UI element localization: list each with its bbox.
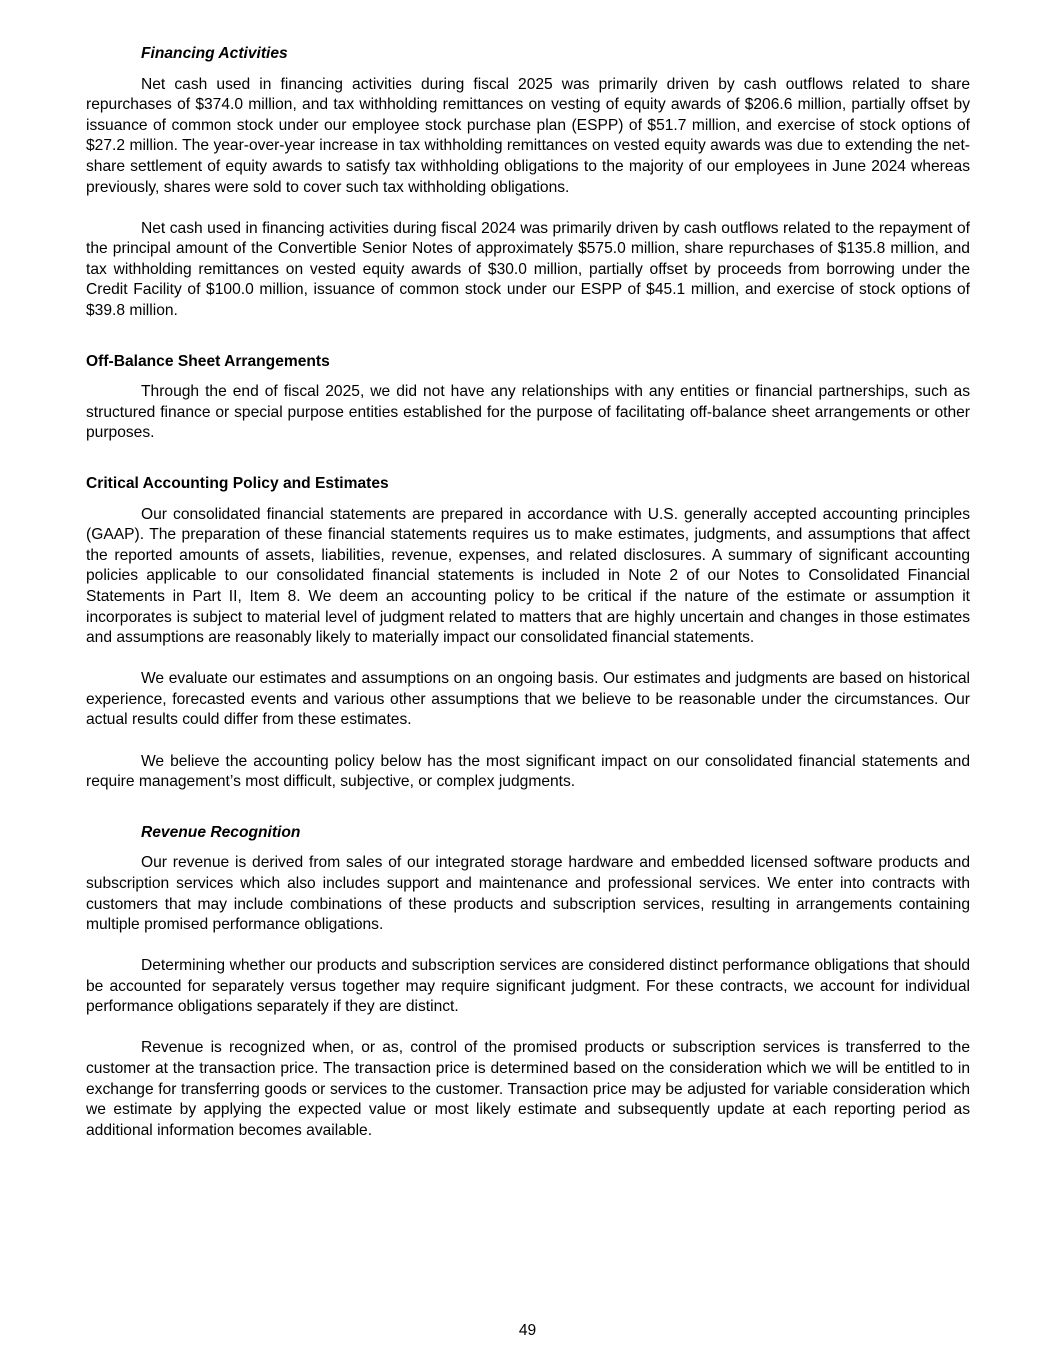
document-page bbox=[86, 44, 970, 1141]
critical-accounting-paragraph-1: Our consolidated financial statements are prepared in accordance with U.S. generally accepted accounting principles (GAAP). The preparation of these financial statements requires us to make estimates, judgments, and assumptions that affect the reported amounts of assets, liabilities, revenue, expenses, and related disclosures. A summary of significant accounting policies applicable to our consolidated financial statements is included in Note 2 of our Notes to Consolidated Financial Statements in Part II, Item 8. We deem an accounting policy to be critical if the nature of the estimate or assumption it incorporates is subject to material level of judgment related to matters that are highly uncertain and changes in those estimates and assumptions are reasonably likely to materially impact our consolidated financial statements. bbox=[86, 505, 970, 647]
critical-accounting-paragraph-2: We evaluate our estimates and assumptions on an ongoing basis. Our estimates and judgments are based on historical experience, forecasted events and various other assumptions that we believe to be reasonable under the circumstances. Our actual results could differ from these estimates. bbox=[86, 670, 970, 729]
financing-activities-heading: Financing Activities bbox=[141, 45, 288, 62]
critical-accounting-paragraph-3: We believe the accounting policy below has the most significant impact on our consolidated financial statements and require management’s most difficult, subjective, or complex judgments. bbox=[86, 752, 970, 791]
financing-paragraph-fy2025: Net cash used in financing activities during fiscal 2025 was primarily driven by cash outflows related to share repurchases of $374.0 million, and tax withholding remittances on vesting of equity awards of $206.6 million, partially offset by issuance of common stock under our employee stock purchase plan (ESPP) of $51.7 million, and exercise of stock options of $27.2 million. The year-over-year increase in tax withholding remittances on vested equity awards was due to extending the net-share settlement of equity awards to satisfy tax withholding obligations to the majority of our employees in June 2024 whereas previously, shares were sold to cover such tax withholding obligations. bbox=[86, 75, 970, 196]
revenue-paragraph-2: Determining whether our products and subscription services are considered distinct performance obligations that should be accounted for separately versus together may require significant judgment. For these contracts, we account for individual performance obligations separately if they are distinct. bbox=[86, 957, 970, 1016]
page-number: 49 bbox=[518, 1322, 537, 1339]
revenue-recognition-heading: Revenue Recognition bbox=[141, 823, 301, 841]
critical-accounting-heading: Critical Accounting Policy and Estimates bbox=[86, 475, 389, 492]
financing-paragraph-fy2024: Net cash used in financing activities during fiscal 2024 was primarily driven by cash outflows related to the repayment of the principal amount of the Convertible Senior Notes of approximately $575.0 million, share repurchases of $135.8 million, and tax withholding remittances on vested equity awards of $30.0 million, partially offset by proceeds from borrowing under the Credit Facility of $100.0 million, issuance of common stock under our ESPP of $45.1 million, and exercise of stock options of $39.8 million. bbox=[86, 219, 970, 320]
off-balance-paragraph: Through the end of fiscal 2025, we did not have any relationships with any entities or financial partnerships, such as structured finance or special purpose entities established for the purpose of facilitating off-balance sheet arrangements or other purposes. bbox=[86, 383, 970, 442]
off-balance-heading: Off-Balance Sheet Arrangements bbox=[86, 352, 330, 370]
revenue-paragraph-3: Revenue is recognized when, or as, control of the promised products or subscription services is transferred to the customer at the transaction price. The transaction price is determined based on the consideration which we will be entitled to in exchange for transferring goods or services to the customer. Transaction price may be adjusted for variable consideration which we estimate by applying the expected value or most likely estimate and subsequently update at each reporting period as additional information becomes available. bbox=[86, 1039, 970, 1139]
revenue-paragraph-1: Our revenue is derived from sales of our integrated storage hardware and embedded licensed software products and subscription services which also includes support and maintenance and professional services. We enter into contracts with customers that may include combinations of these products and subscription services, resulting in arrangements containing multiple promised performance obligations. bbox=[86, 854, 970, 934]
